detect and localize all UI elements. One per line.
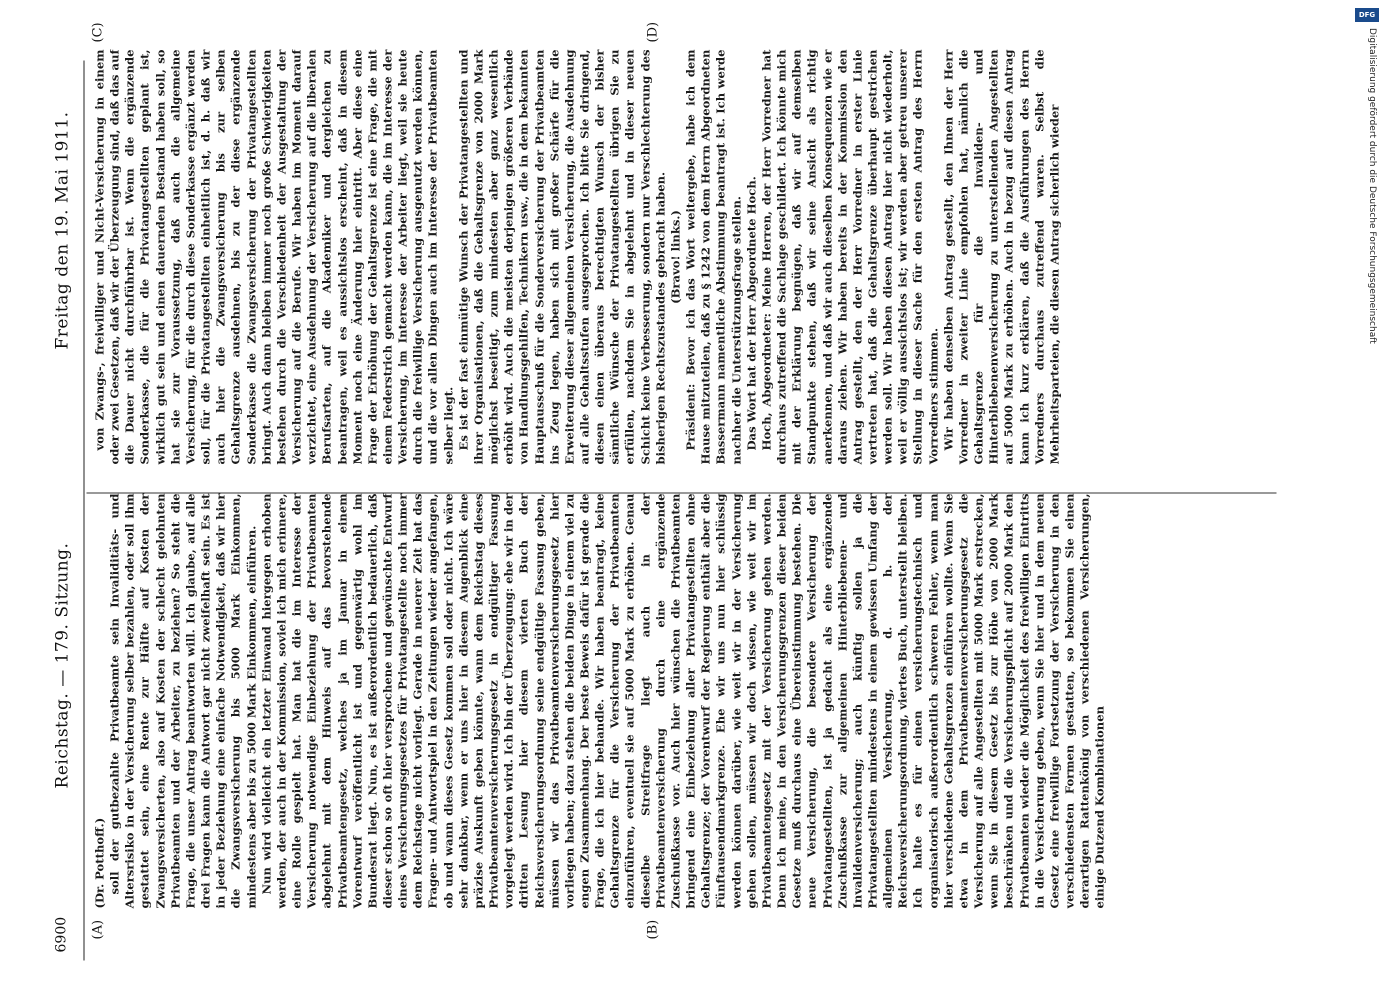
page-number: 6900 <box>53 916 69 952</box>
president-statement: Präsident: Bevor ich das Wort weitergebe, habe ich dem Hause mitzuteilen, daß zu § 1242 von dem Herrn Abgeordneten Bassermann namentliche Abstimmung beantragt ist. Ich werde nachher die Unterstützungsfrage stellen. <box>683 49 743 464</box>
paragraph: Nun wird vielleicht ein letzter Einwand hiergegen erhoben werden, der auch in der Kommission, soviel ich mich erinnere, eine Rolle gespielt hat. Man hat die im Interesse der Versicherung notwendige Einbeziehung der Privatbeamten abgelehnt mit dem Hinweis auf das bevorstehende Privatbeamtengesetz, welches ja im Januar in einem Vorentwurf veröffentlicht ist und gegenwärtig wohl im Bundesrat liegt. Nun, es ist außerordentlich bedauerlich, daß dieser schon so oft hier versprochene und gewünschte Entwurf eines Versicherungsgesetzes für Privatangestellte noch immer dem Reichstage nicht vorliegt. Gerade in neuerer Zeit hat das Fragen- und Antwortspiel in den Zeitungen wieder angefangen, ob und wann dieses Gesetz kommen soll oder nicht. Ich wäre sehr dankbar, wenn er uns hier in diesem Augenblick eine präzise Auskunft geben könnte, wann dem Reichstag dieses Privatbeamtenversicherungsgesetz in endgültiger Fassung vorgelegt werden wird. Ich bin der Überzeugung: ehe wir in der dritten Lesung hier diesem vierten Buch der Reichsversicherungsordnung seine endgültige Fassung geben, müssen wir das Privatbeamtenversicherungsgesetz hier vorliegen haben; dazu stehen die beiden Dinge in einem viel zu engen Zusammenhang. Der beste Beweis dafür ist gerade die Frage, die ich hier behandle. Wir haben beantragt, keine Gehaltsgrenze für die Versicherung der Privatbeamten einzuführen, eventuell sie auf 5000 Mark zu erhöhen. Genau dieselbe Streitfrage liegt auch in der Privatbeamtenversicherung durch eine ergänzende Zuschußkasse vor. Auch hier wünschen die Privatbeamten bringend eine Einbeziehung aller Privatangestellten ohne Gehaltsgrenze; der Vorentwurf der Regierung enthält aber die Fünftausendmarkgrenze. Ehe wir uns nun hier schlüssig werden können darüber, wie weit wir in der Versicherung gehen sollen, müssen wir doch wissen, wie weit wir im Privatbeamtengesetz mit der Versicherung gehen werden. Denn ich meine, in den Versicherungsgrenzen dieser beiden Gesetze muß durchaus eine Übereinstimmung bestehen. Die neue Versicherung, die besondere Versicherung der Privatangestellten, ist ja gedacht als eine ergänzende Zuschußkasse zur allgemeinen Hinterbliebenen- und Invalidenversicherung; auch künftig sollen ja die Privatangestellten mindestens in einem gewissen Umfang der allgemeinen Versicherung, d. h. der Reichsversicherungsordnung, viertes Buch, unterstellt bleiben. Ich halte es für einen versicherungstechnisch und organisatorisch außerordentlich schweren Fehler, wenn man hier verschiedene Gehaltsgrenzen einführen wollte. Wenn Sie etwa in dem Privatbeamtenversicherungsgesetz die Versicherung auf alle Angestellten mit 5000 Mark erstrecken, wenn Sie in diesem Gesetz bis zur Höhe von 2000 Mark beschränken und die Versicherungspflicht auf 2000 Mark den Privatbeamten wieder die Möglichkeit des freiwilligen Eintritts in die Versicherung geben, wenn Sie hier und in dem neuen Gesetz eine freiwillige Fortsetzung der Versicherung in den verschiedensten Formen gestatten, so bekommen Sie einen derartigen Rattenkönig von verschiedenen Versicherungen, einige Dutzend Kombinationen <box>258 493 1107 908</box>
digitization-credit: Digitalisierung gefördert durch die Deutsche Forschungsgemeinschaft <box>1367 28 1377 344</box>
paragraph: Das Wort hat der Herr Abgeordnete Hoch. <box>743 175 758 450</box>
margin-marker-b: (B) <box>645 919 660 939</box>
paragraph: soll der gutbezahlte Privatbeamte sein Invaliditäts- und Altersrisiko in der Versicherung selber bezahlen, oder soll ihm gestattet sein, eine Rente zur Hälfte auf Kosten der Zwangsversicherten, also auf Kosten der schlecht gelohnten Privatbeamten und der Arbeiter, zu beziehen? So steht die Frage, die unser Antrag beantworten will. Ich glaube, auf alle drei Fragen kann die Antwort gar nicht zweifelhaft sein. Es ist in jeder Beziehung eine einfache Notwendigkeit, daß wir hier die Zwangsversicherung bis 5000 Mark Einkommen, mindestens aber bis zu 5000 Mark Einkommen, einführen. <box>107 493 258 908</box>
margin-marker-c: (C) <box>90 21 105 42</box>
running-header-right: Freitag den 19. Mai 1911. <box>52 111 72 349</box>
margin-marker-d: (D) <box>645 21 660 42</box>
paragraph: Wir haben denselben Antrag gestellt, den Ihnen der Herr Vorredner in zweiter Linie empfohlen hat, nämlich die Gehaltsgrenze für die Invaliden- und Hinterbliebenenversicherung zu unterstellenden Angestellten auf 5000 Mark zu erhöhen. Auch in bezug auf diesen Antrag kann ich kurz erklären, daß die Ausführungen des Herrn Vorredners durchaus zutreffend waren. Selbst die Mehrheitsparteien, die diesen Antrag sicherlich wieder <box>940 49 1061 464</box>
margin-marker-a: (A) <box>90 919 105 939</box>
speaker-attribution: (Dr. Potthoff.) <box>92 817 106 908</box>
running-header-left: Reichstag. — 179. Sitzung. <box>52 542 72 788</box>
dfg-logo: DFG <box>1355 8 1379 22</box>
paragraph: Es ist der fast einmütige Wunsch der Privatangestellten und ihrer Organisationen, daß die Gehaltsgrenze von 2000 Mark möglichst beseitigt, zum mindesten aber ganz wesentlich erhöht wird. Auch die meisten derjenigen größeren Verbände von Handlungsgehilfen, Technikern usw., die in dem bekannten Hauptausschuß für die Sonderversicherung der Privatbeamten ins Zeug legen, haben sich mit großer Schärfe für die Erweiterung dieser allgemeinen Versicherung, die Ausdehnung auf alle Gehaltsstufen ausgesprochen. Ich bitte Sie dringend, diesen einen überaus berechtigten Wunsch der bisher sämtliche Wünsche der Privatangestellten übrigen Sie zu erfüllen, nachdem Sie in abgelehnt und in dieser neuen Schicht keine Verbesserung, sondern nur Verschlechterung des bisherigen Rechtszustandes gebracht haben. <box>455 49 667 464</box>
speaker-statement: Hoch, Abgeordneter: Meine Herren, der Herr Vorredner hat durchaus zutreffend die Sachlage geschildert. Ich könnte mich mit der Erklärung begnügen, daß wir auf demselben Standpunkte stehen, daß wir seine Ansicht als richtig anerkennen, und daß wir auch dieselben Konsequenzen wie er daraus ziehen. Wir haben bereits in der Kommission den Antrag gestellt, den der Herr Vorredner in erster Linie vertreten hat, daß die Gehaltsgrenze überhaupt gestrichen werden soll. Wir haben diesen Antrag hier nicht wiederholt, weil er völlig aussichtslos ist; wir werden aber getreu unserer Stellung in dieser Sache für den ersten Antrag des Herrn Vorredners stimmen. <box>758 49 940 464</box>
header-rule <box>83 60 84 960</box>
right-column <box>92 49 1262 464</box>
applause-note: (Bravo! links.) <box>667 209 682 304</box>
paragraph: von Zwangs-, freiwilliger und Nicht-Versicherung in einem oder zwei Gesetzen, daß wir der Überzeugung sind, daß das auf die Dauer nicht durchführbar ist. Wenn die ergänzende Sonderkasse, die für die Privatangestellten geplant ist, wirklich gut sein und einen dauernden Bestand haben soll, so hat sie zur Voraussetzung, daß auch die allgemeine Versicherung, für die durch diese Sonderkasse ergänzt werden soll, für die Privatangestellten einheitlich ist, d. h. daß wir auch hier die Zwangsversicherung bis zur selben Gehaltsgrenze ausdehnen, bis zu der diese ergänzende Sonderkasse die Zwangsversicherung der Privatangestellten bringt. Auch dann bleiben immer noch große Schwierigkeiten bestehen durch die Verschiedenheit der Ausgestaltung der Versicherung auf die Berufe. Wir haben im Moment darauf verzichtet, eine Ausdehnung der Versicherung auf die liberalen Berufsarten, auf die Akademiker und dergleichen zu beantragen, weil es aussichtslos erscheint, daß in diesem Moment noch eine Änderung hier eintritt. Aber diese eine Frage der Erhöhung der Gehaltsgrenze ist eine Frage, die mit einem Federstrich gemacht werden kann, die im Interesse der Versicherung, im Interesse der Arbeiter liegt, weil sie heute durch die freiwillige Versicherung ausgenutzt werden können, und die vor allen Dingen auch im Interesse der Privatbeamten selber liegt. <box>92 49 455 464</box>
left-column <box>92 493 1262 908</box>
